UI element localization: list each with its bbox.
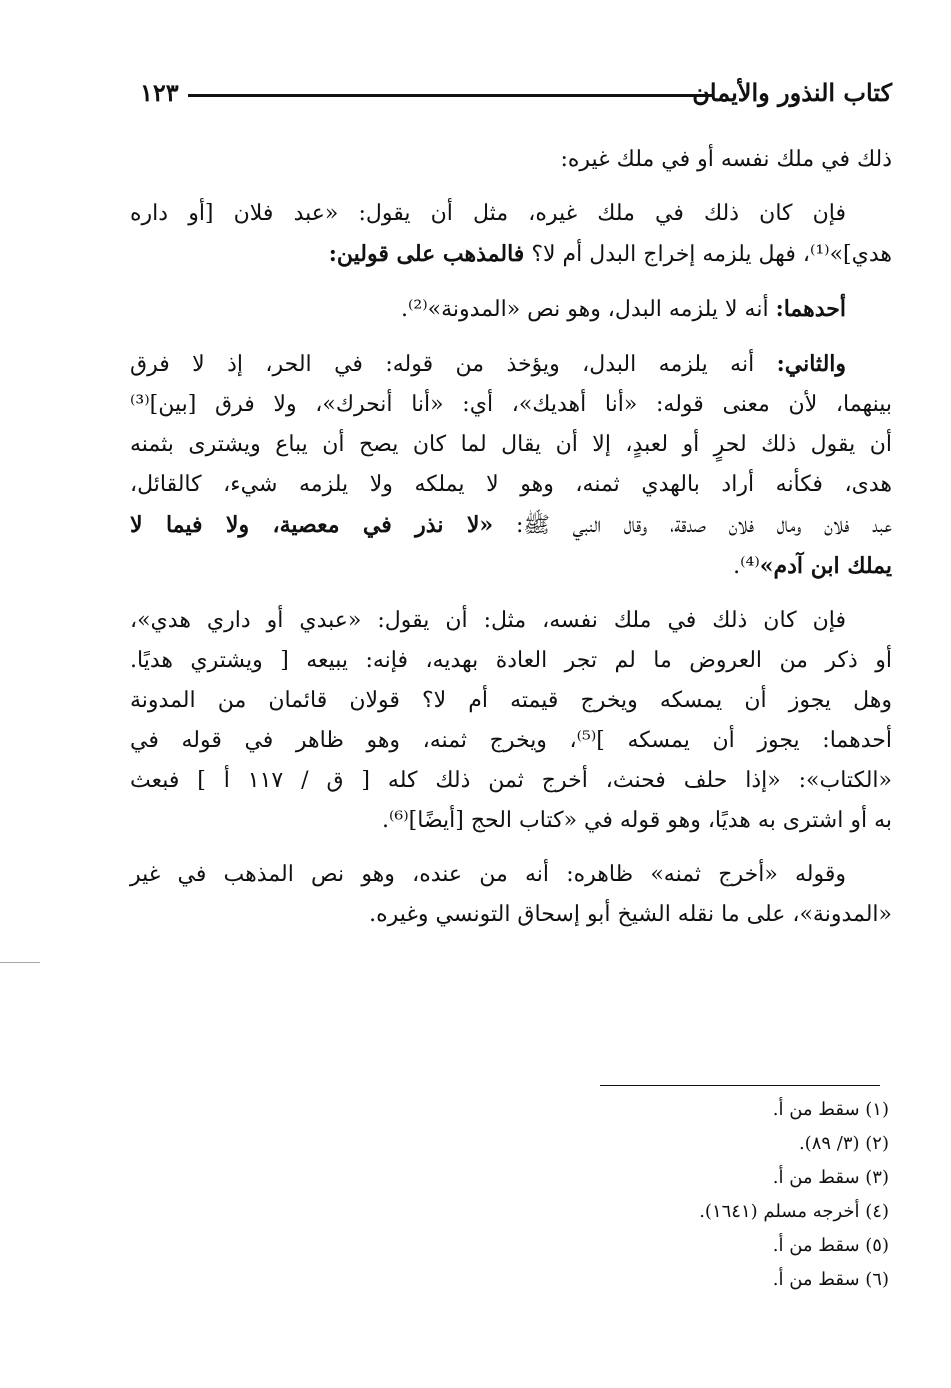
bold-run: «لا نذر في معصية، ولا فيما لا <box>130 512 494 538</box>
text-line <box>130 234 892 275</box>
text-line: بينهما، لأن معنى قوله: «أنا أهديك»، أي: «أنا أنحرك»، ولا فرق [بين]⁽³⁾ <box>130 392 892 417</box>
bold-run: يملك ابن آدم» <box>759 553 892 579</box>
text-line: «الكتاب»: «إذا حلف فحنث، أخرج ثمن ذلك كله [ ق / ١١٧ أ ] فبعث <box>130 768 892 793</box>
footnotes <box>699 1093 889 1297</box>
text-line: به أو اشترى به هديًا، وهو قوله في «كتاب الحج [أيضًا]⁽⁶⁾. <box>382 808 892 833</box>
text-line: وقوله «أخرج ثمنه» ظاهره: أنه من عنده، وهو نص المذهب في غير <box>130 862 846 887</box>
bold-run: فالمذهب على قولين: <box>328 241 525 267</box>
text-run: ⁽⁴⁾. <box>733 554 760 579</box>
header-rule <box>188 94 712 97</box>
running-title: كتاب النذور والأيمان <box>692 78 892 107</box>
footnote: (٦) سقط من أ. <box>772 1269 889 1290</box>
footnote-rule <box>600 1085 880 1086</box>
bold-label: والثاني: <box>776 351 847 377</box>
text-line: فإن كان ذلك في ملك نفسه، مثل: أن يقول: «عبدي أو داري هدي»، <box>130 608 846 633</box>
text-line: أن يقول ذلك لحرٍ أو لعبدٍ، إلا أن يقال لما كان يصح أن يباع ويشترى بثمنه <box>130 432 892 457</box>
text-line: هدى، فكأنه أراد بالهدي ثمنه، وهو لا يملكه ولا يلزمه شيء، كالقائل، <box>130 472 892 497</box>
text-line <box>130 289 892 330</box>
text-line: أحدهما: يجوز أن يمسكه ]⁽⁵⁾، ويخرج ثمنه، وهو ظاهر في قوله في <box>130 728 892 753</box>
text-run: أنه لا يلزمه البدل، وهو نص «المدونة»⁽²⁾. <box>400 297 769 322</box>
text-run: عبد فلان ومال فلان صدقة، وقال النبي ﷺ: <box>515 513 892 538</box>
page-number: ١٢٣ <box>140 78 179 107</box>
page-header <box>130 72 892 112</box>
footnote: (٣) سقط من أ. <box>772 1167 889 1188</box>
footnote: (٥) سقط من أ. <box>772 1235 889 1256</box>
text-line: ذلك في ملك نفسه أو في ملك غيره: <box>560 147 892 172</box>
footnote: (٤) أخرجه مسلم (١٦٤١). <box>699 1201 889 1222</box>
text-line: «المدونة»، على ما نقله الشيخ أبو إسحاق التونسي وغيره. <box>369 902 892 927</box>
main-text <box>130 140 892 935</box>
bold-label: أحدهما: <box>775 296 846 322</box>
text-line <box>130 546 892 587</box>
text-line: فإن كان ذلك في ملك غيره، مثل أن يقول: «عبد فلان [أو داره <box>130 201 846 226</box>
footnote: (١) سقط من أ. <box>772 1099 889 1120</box>
text-run: هدي]»⁽¹⁾، فهل يلزمه إخراج البدل أم لا؟ <box>531 242 892 267</box>
text-line <box>130 505 892 546</box>
text-line: أو ذكر من العروض ما لم تجر العادة بهديه، فإنه: يبيعه [ ويشتري هديًا. <box>130 648 892 673</box>
text-run: أنه يلزمه البدل، ويؤخذ من قوله: في الحر، إذ لا فرق <box>130 352 755 377</box>
margin-mark <box>0 962 40 963</box>
text-line: وهل يجوز أن يمسكه ويخرج قيمته أم لا؟ قولان قائمان من المدونة <box>130 688 892 713</box>
footnote: (٢) (٣/ ٨٩). <box>798 1133 889 1154</box>
text-line <box>130 344 892 385</box>
